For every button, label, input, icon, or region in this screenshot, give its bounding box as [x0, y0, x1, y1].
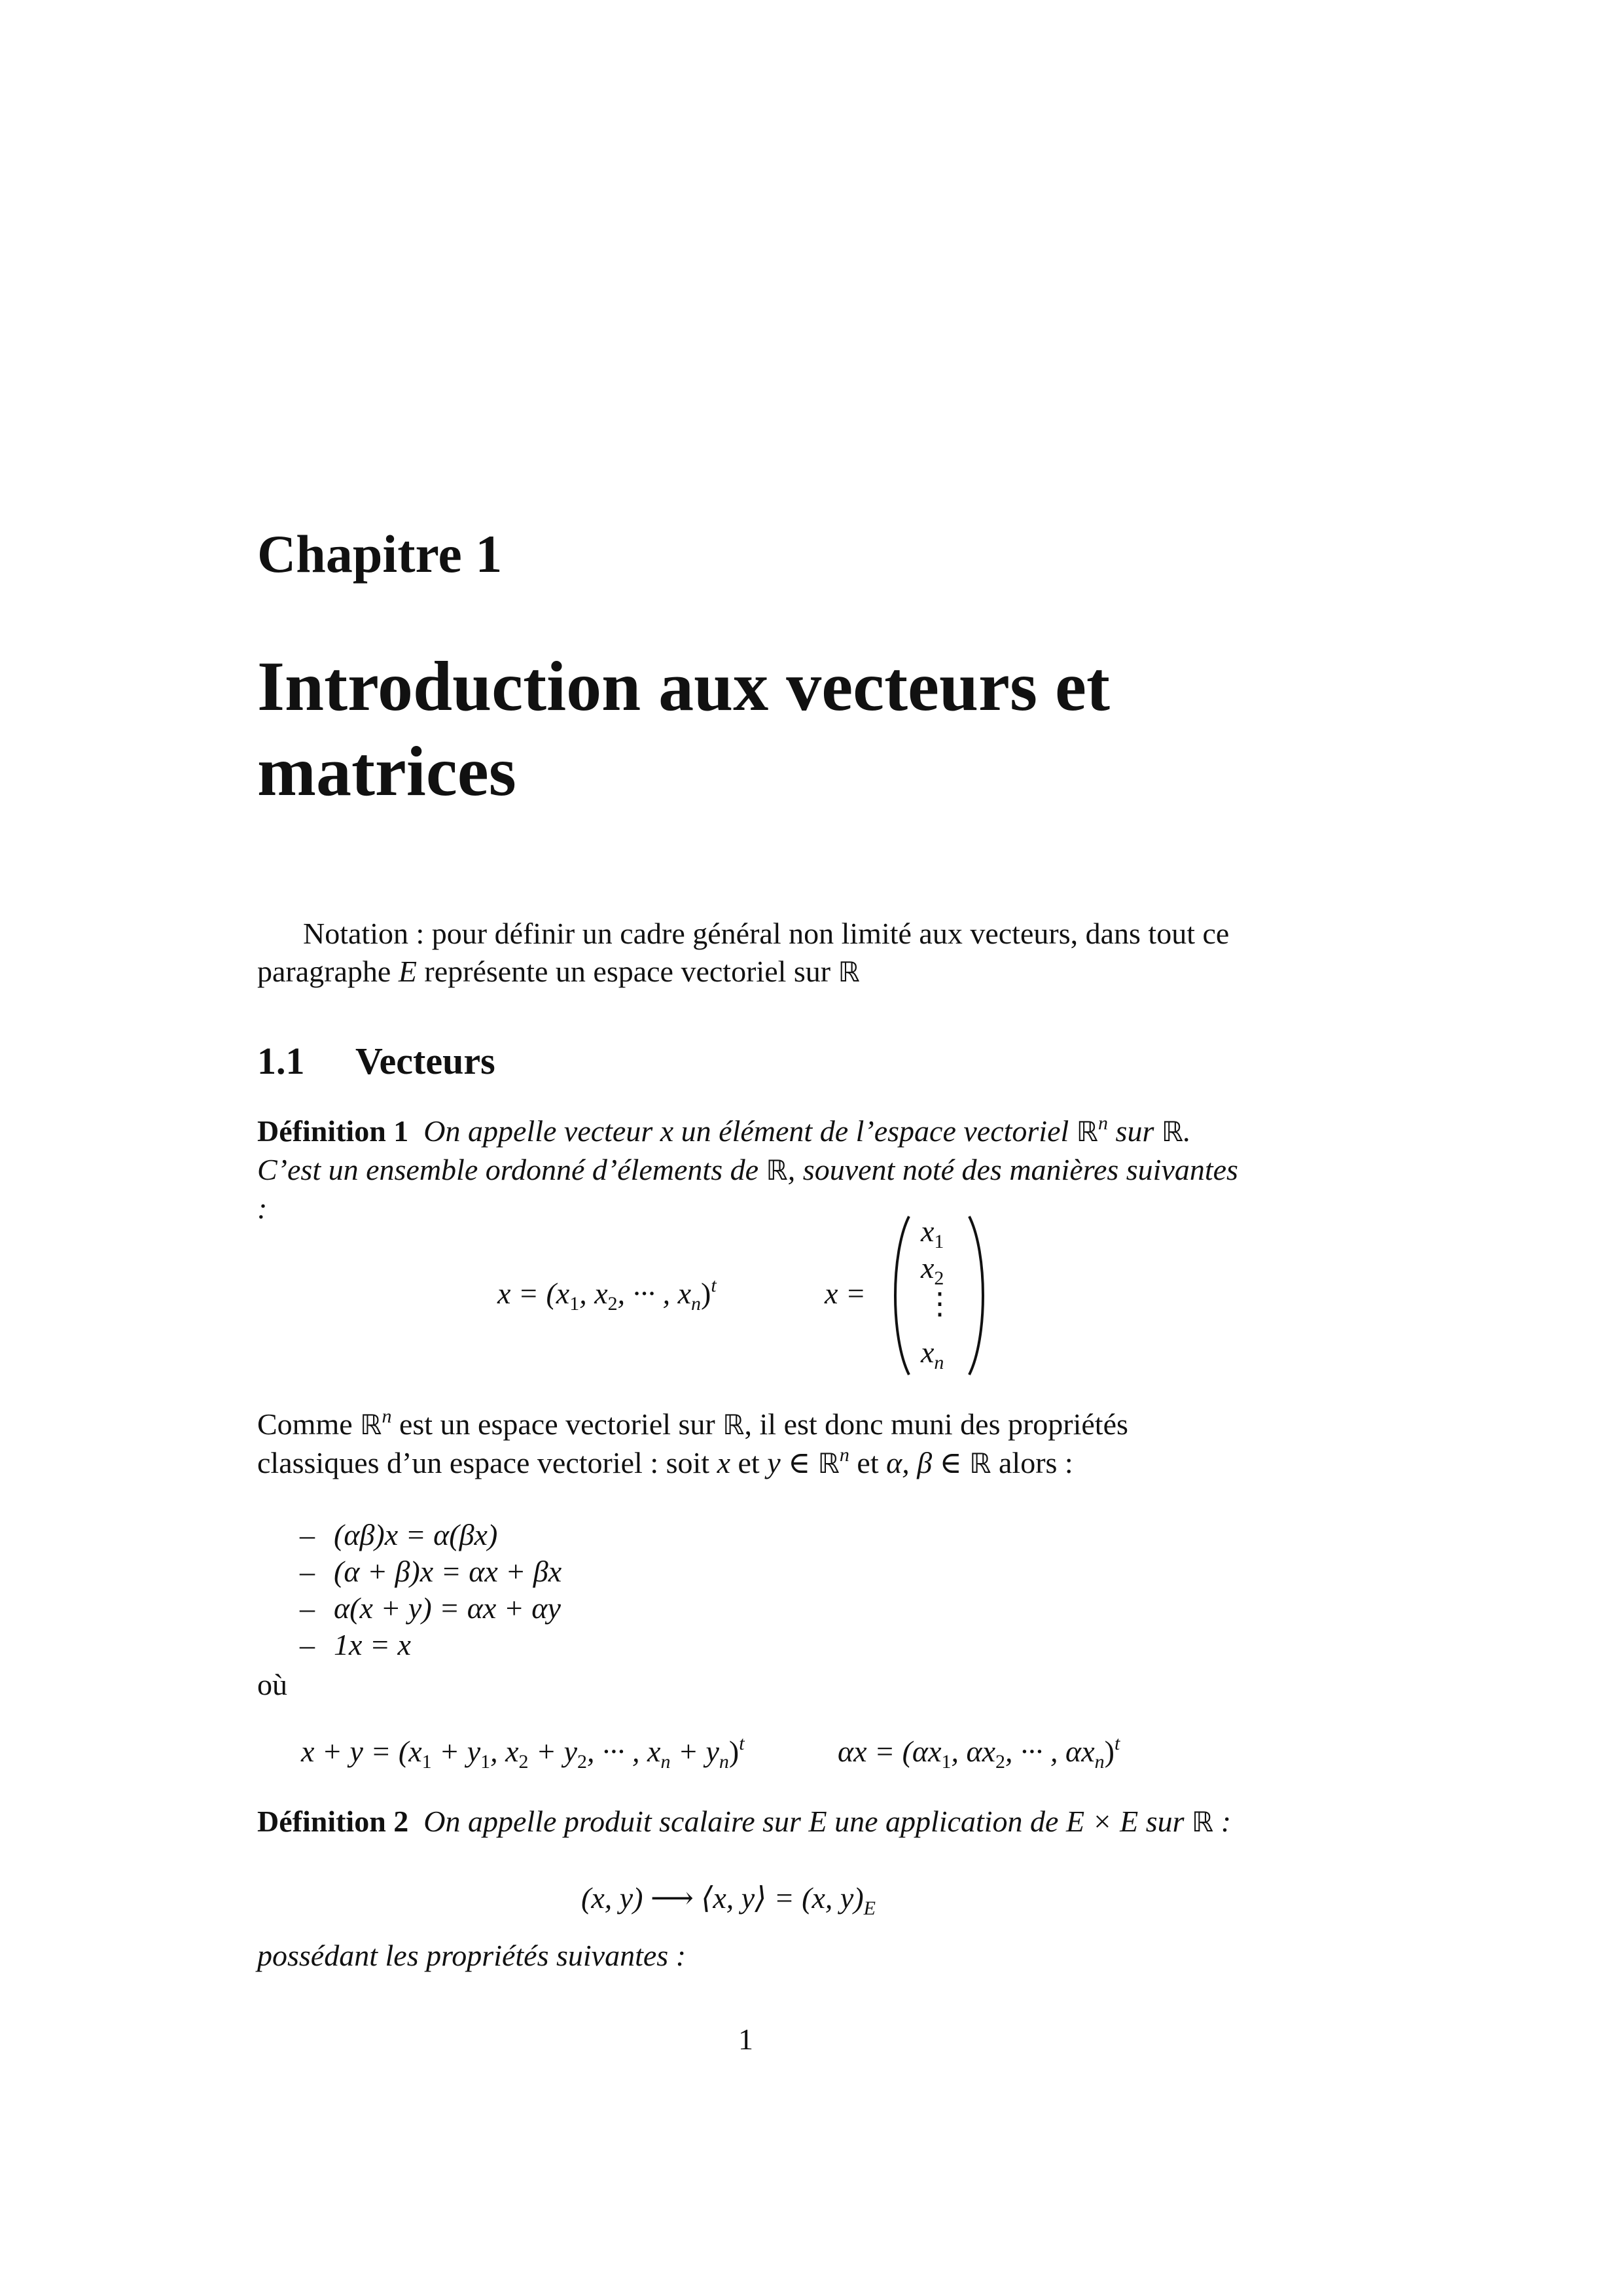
definition-2-t1: On appelle produit scalaire sur: [423, 1805, 801, 1838]
definition-2-t2: une application de: [834, 1805, 1059, 1838]
eq1-close: ): [701, 1277, 711, 1310]
comme-Rn: ℝ: [360, 1409, 382, 1441]
equation-scalar-mult: $\alpha x = (\alpha x_1$, $\alpha x_2$, ··· , $\alpha x_n)^t$: [838, 1733, 1120, 1773]
comme-t4: et: [738, 1446, 760, 1479]
definition-1-Rn: ℝ: [1076, 1116, 1099, 1148]
matrix-entry-2: $x_2$: [921, 1251, 944, 1289]
equation-scalar-product: (x, y) ⟶ ⟨x, y⟩ = (x, $y)_E$: [581, 1881, 876, 1919]
left-parenthesis: [887, 1214, 913, 1377]
comme-paragraph: [257, 1405, 1242, 1483]
comme-t3: , il est donc muni des propriétés classiques d’un espace vectoriel : soit: [257, 1407, 1128, 1479]
equation-vector-forms: [497, 1275, 866, 1315]
eq1-t: t: [711, 1275, 717, 1296]
matrix-vdots: ⋮: [925, 1287, 955, 1320]
definition-2: [257, 1803, 1242, 1841]
section-heading: [257, 1039, 495, 1083]
chapter-label: Chapitre 1: [257, 524, 503, 584]
definition-1-t2: un élément de l’espace vectoriel: [681, 1114, 1069, 1148]
definition-2-t4: :: [1221, 1805, 1232, 1838]
equation-operations: $x + y = (x_1 + y_1$, $x_2 + y_2$, ··· , $x_n + y_n)^t$ $\alpha x = (\alpha x_1$, $\alpha x_2$, ··· , $\alpha x_n)^t$: [301, 1733, 1120, 1773]
comme-x: x: [717, 1446, 730, 1479]
definition-2-ExE: E × E: [1065, 1805, 1139, 1838]
definition-1-R1: ℝ: [1161, 1116, 1184, 1148]
eq1-s2: 2: [607, 1293, 618, 1315]
section-number: 1.1: [257, 1040, 305, 1082]
column-vector: [887, 1214, 991, 1381]
comme-t5: et: [857, 1446, 879, 1479]
comme-ab: α, β ∈: [886, 1446, 962, 1479]
comme-t6: alors :: [999, 1446, 1073, 1479]
definition-1-head: Définition 1: [257, 1114, 409, 1148]
eq1-c1: , x: [579, 1277, 608, 1310]
notation-E: E: [398, 955, 417, 988]
notation-paragraph: [257, 915, 1242, 991]
notation-suffix: représente un espace vectoriel sur: [424, 955, 831, 988]
list-item: – α(x + y) = αx + αy: [300, 1591, 561, 1625]
definition-2-R: ℝ: [1192, 1806, 1214, 1838]
comme-t1: Comme: [257, 1407, 353, 1441]
possedant-text: possédant les propriétés suivantes :: [257, 1939, 687, 1972]
list-item: – 1x = x: [300, 1628, 411, 1661]
comme-n2: n: [839, 1444, 849, 1466]
eq1-lhs: x = (x: [497, 1277, 570, 1310]
definition-2-head: Définition 2: [257, 1805, 409, 1838]
eq1-s1: 1: [569, 1293, 580, 1315]
list-item: – (α + β)x = αx + βx: [300, 1555, 562, 1588]
comme-R3: ℝ: [969, 1447, 991, 1479]
definition-1-t3: sur: [1115, 1114, 1154, 1148]
list-item: – (αβ)x = α(βx): [300, 1518, 498, 1551]
definition-2-t3: sur: [1145, 1805, 1185, 1838]
comme-t2: est un espace vectoriel sur: [399, 1407, 715, 1441]
definition-1: [257, 1112, 1242, 1227]
definition-1-x: x: [660, 1114, 674, 1148]
definition-1-t4: . C’est un ensemble ordonné d’élements de: [257, 1114, 1191, 1186]
matrix-entry-n: $x_n$: [921, 1335, 944, 1373]
matrix-entry-1: $x_1$: [921, 1214, 944, 1252]
right-parenthesis: [965, 1214, 991, 1377]
comme-y: y ∈: [767, 1446, 811, 1479]
chapter-title: Introduction aux vecteurs et matrices: [257, 648, 1110, 811]
comme-Rn2: ℝ: [817, 1447, 840, 1479]
section-title: Vecteurs: [355, 1040, 495, 1082]
eq1-c2: , ··· , x: [617, 1277, 692, 1310]
page-number: 1: [738, 2022, 753, 2056]
notation-text: Notation : pour définir un cadre général non limité aux vecteurs, dans tout ce paragraphe: [257, 917, 1230, 988]
properties-list: [300, 1517, 562, 1663]
definition-1-R2: ℝ: [766, 1154, 788, 1186]
eq1-sn: n: [691, 1293, 702, 1315]
definition-1-t5: , souvent noté des manières suivantes :: [257, 1153, 1238, 1225]
definition-1-Rn-exp: n: [1098, 1112, 1109, 1134]
comme-R: ℝ: [722, 1409, 745, 1441]
definition-2-E: E: [808, 1805, 827, 1838]
notation-R: ℝ: [838, 956, 860, 988]
ou-text: où: [257, 1668, 287, 1701]
comme-n: n: [382, 1405, 392, 1427]
definition-1-t1: On appelle vecteur: [423, 1114, 653, 1148]
eq1-lhs2: x =: [825, 1277, 866, 1310]
